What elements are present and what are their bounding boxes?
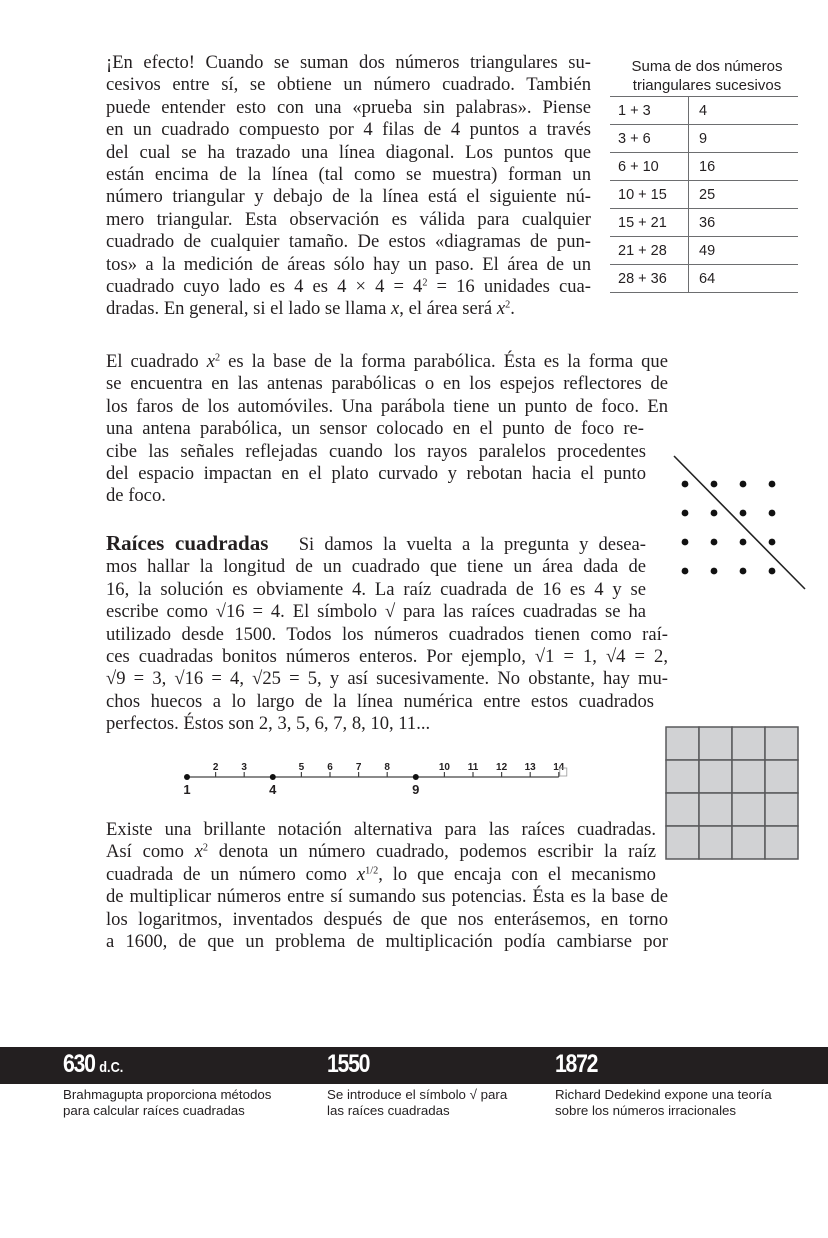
grid-cell — [699, 727, 732, 760]
grid-cell — [732, 793, 765, 826]
paragraph-notation — [106, 819, 668, 953]
dot — [682, 510, 689, 517]
description-line: Brahmagupta proporciona métodos — [63, 1087, 272, 1102]
text-line — [106, 841, 656, 863]
variable: x — [206, 351, 215, 372]
text-line: número triangular y debajo de la línea está el siguiente nú- — [106, 186, 591, 208]
result-cell: 9 — [689, 125, 799, 153]
timeline-year-1550 — [327, 1050, 369, 1079]
text-line — [106, 864, 656, 886]
text-line: de foco. — [106, 485, 166, 507]
grid-cell — [765, 826, 798, 859]
era-label: d.C. — [99, 1059, 124, 1076]
sum-cell: 28 + 36 — [610, 265, 689, 293]
tick-label: 3 — [241, 762, 247, 773]
square-point — [413, 774, 419, 780]
square-point — [184, 774, 190, 780]
sum-cell: 21 + 28 — [610, 237, 689, 265]
dot — [740, 539, 747, 546]
text-line: cesivos entre sí, se obtiene un número cuadrado. También — [106, 74, 591, 96]
dot — [682, 568, 689, 575]
text-line: del cual se ha trazado una línea diagonal. Los puntos que — [106, 141, 591, 163]
text-fragment: cuadrado cuyo lado es 4 es 4 × 4 = 4 — [106, 276, 423, 298]
tick-label: 10 — [438, 762, 450, 773]
text-fragment: = 16 unidades cua- — [427, 276, 592, 298]
timeline-year-630 — [63, 1050, 123, 1079]
table-row — [610, 97, 798, 125]
grid-cell — [732, 727, 765, 760]
text-fragment: dradas. En general, si el lado se llama — [106, 298, 391, 320]
variable: x — [194, 841, 203, 863]
timeline-band — [0, 1047, 828, 1084]
timeline-description — [555, 1087, 772, 1119]
variable: x — [496, 298, 506, 320]
grid-cell — [699, 760, 732, 793]
variable: x — [391, 298, 400, 320]
dot — [711, 481, 718, 488]
dot — [711, 568, 718, 575]
grid-cell — [765, 760, 798, 793]
text-line: escribe como √16 = 4. El símbolo √ para las raíces cuadradas se ha — [106, 601, 646, 623]
superscript: 2 — [422, 277, 428, 289]
result-cell: 49 — [689, 237, 799, 265]
timeline-year-1872 — [555, 1050, 597, 1079]
tick-label: 6 — [327, 762, 333, 773]
text-fragment: . — [510, 298, 515, 320]
text-line: cibe las señales reflejadas cuando los rayos paralelos procedentes — [106, 440, 646, 462]
year-label: 630 — [63, 1050, 95, 1078]
table-row — [610, 181, 798, 209]
text-line: ¡En efecto! Cuando se suman dos números triangulares su- — [106, 52, 591, 73]
text-line — [106, 532, 646, 556]
grid-cell — [765, 727, 798, 760]
grid-cell — [666, 760, 699, 793]
result-cell: 36 — [689, 209, 799, 237]
dot-diagram — [670, 452, 810, 597]
result-cell: 4 — [689, 97, 799, 125]
triangular-sum-table — [610, 57, 798, 293]
dot — [711, 539, 718, 546]
description-line: las raíces cuadradas — [327, 1103, 450, 1118]
paragraph-intro — [106, 52, 591, 321]
grid-cell — [699, 793, 732, 826]
superscript: 2 — [505, 299, 511, 311]
text-line: los logaritmos, inventados después de que nos enterásemos, en torno — [106, 908, 668, 930]
paragraph-parabola — [106, 351, 668, 508]
superscript: 2 — [202, 842, 209, 854]
tick-label: 12 — [496, 762, 508, 773]
table-title-line: triangulares sucesivos — [632, 77, 782, 94]
text-line: en un cuadrado compuesto por 4 filas de 4 puntos a través — [106, 119, 591, 141]
square-label: 9 — [412, 782, 420, 797]
paragraph-square-roots — [106, 531, 668, 736]
sum-cell: 15 + 21 — [610, 209, 689, 237]
variable: x — [356, 863, 366, 885]
grid-cell — [666, 727, 699, 760]
text-line — [106, 351, 668, 373]
text-line: cuadrado de cualquier tamaño. De estos «diagramas de pun- — [106, 231, 591, 253]
text-line: del espacio impactan en el plato curvado y rebotan hacia el punto — [106, 463, 646, 485]
text-line: a 1600, de que un problema de multiplicación podía cambiarse por — [106, 931, 668, 953]
table-row — [610, 209, 798, 237]
dot — [769, 568, 776, 575]
table-title-line: Suma de dos números — [631, 58, 783, 75]
text-line — [106, 276, 591, 298]
text-line: se encuentra en las antenas parabólicas o en los espejos reflectores de — [106, 373, 668, 395]
section-heading: Raíces cuadradas — [106, 531, 269, 555]
text-line — [106, 298, 591, 320]
table-row — [610, 125, 798, 153]
square-point — [270, 774, 276, 780]
year-label: 1872 — [555, 1050, 598, 1078]
number-line — [170, 752, 580, 802]
table-title — [616, 57, 798, 95]
sum-cell: 6 + 10 — [610, 153, 689, 181]
square-label: 4 — [269, 782, 277, 797]
text-line: puede entender esto con una «prueba sin palabras». Piense — [106, 96, 591, 118]
square-label: 1 — [183, 782, 191, 797]
dot — [769, 510, 776, 517]
dot — [740, 510, 747, 517]
text-fragment: cuadrada de un número como — [106, 863, 357, 885]
grid-cell — [666, 826, 699, 859]
text-fragment: , el área será — [399, 298, 497, 320]
text-line: mero triangular. Esta observación es válida para cualquier — [106, 208, 591, 230]
tick-label: 2 — [212, 762, 219, 773]
table-body — [610, 96, 798, 293]
text-fragment: El cuadrado — [106, 351, 207, 372]
table-row — [610, 237, 798, 265]
dot — [740, 481, 747, 488]
sum-cell: 1 + 3 — [610, 97, 689, 125]
result-cell: 25 — [689, 181, 799, 209]
text-line: una antena parabólica, un sensor colocado en el punto de foco re- — [106, 418, 644, 440]
superscript: 1/2 — [365, 865, 379, 877]
text-fragment: denota un número cuadrado, podemos escribir la raíz — [208, 841, 656, 863]
description-line: Richard Dedekind expone una teoría — [555, 1087, 772, 1102]
tick-label: 11 — [467, 762, 479, 773]
table-row — [610, 153, 798, 181]
grid-cell — [666, 793, 699, 826]
dot — [682, 539, 689, 546]
description-line: sobre los números irracionales — [555, 1103, 737, 1118]
table-row — [610, 265, 798, 293]
sum-cell: 10 + 15 — [610, 181, 689, 209]
text-line: tos» a la medición de áreas sólo hay un paso. El área de un — [106, 253, 591, 275]
text-fragment: , lo que encaja con el mecanismo — [378, 863, 656, 885]
tick-label: 14 — [553, 762, 565, 773]
grid-cell — [732, 826, 765, 859]
result-cell: 64 — [689, 265, 799, 293]
square-grid-diagram — [665, 726, 799, 860]
text-fragment: Así como — [106, 841, 195, 863]
text-line: chos huecos a lo largo de la línea numérica entre estos cuadrados — [106, 690, 654, 712]
grid-cell — [765, 793, 798, 826]
tick-label: 5 — [298, 762, 305, 773]
text-line: están encima de la línea (tal como se muestra) forman un — [106, 164, 591, 186]
text-line: los faros de los automóviles. Una parábola tiene un punto de foco. En — [106, 395, 668, 417]
text-line: ces cuadradas bonitos números enteros. Por ejemplo, √1 = 1, √4 = 2, — [106, 646, 668, 668]
dot — [682, 481, 689, 488]
text-fragment: es la base de la forma parabólica. Ésta es la forma que — [220, 351, 668, 372]
grid-cell — [732, 760, 765, 793]
text-line: de multiplicar números entre sí sumando sus potencias. Ésta es la base de — [106, 886, 668, 908]
description-line: Se introduce el símbolo √ para — [327, 1087, 508, 1102]
tick-label: 8 — [384, 762, 390, 773]
tick-label: 13 — [524, 762, 536, 773]
timeline-description — [327, 1087, 507, 1119]
text-line: √9 = 3, √16 = 4, √25 = 5, y así sucesivamente. No obstante, hay mu- — [106, 668, 668, 690]
tick-label: 7 — [355, 762, 362, 773]
dot — [769, 539, 776, 546]
grid-cell — [699, 826, 732, 859]
text-line: perfectos. Éstos son 2, 3, 5, 6, 7, 8, 10, 11... — [106, 713, 431, 735]
text-line: mos hallar la longitud de un cuadrado que tiene un área dada de — [106, 556, 646, 578]
year-label: 1550 — [327, 1050, 370, 1078]
timeline-description — [63, 1087, 271, 1119]
text-line: 16, la solución es obviamente 4. La raíz cuadrada de 16 es 4 y se — [106, 578, 646, 600]
description-line: para calcular raíces cuadradas — [63, 1103, 245, 1118]
superscript: 2 — [214, 352, 221, 364]
dot — [769, 481, 776, 488]
text-fragment: Si damos la vuelta a la pregunta y desea- — [298, 534, 646, 555]
result-cell: 16 — [689, 153, 799, 181]
diagonal-line — [674, 456, 805, 589]
text-line: Existe una brillante notación alternativa para las raíces cuadradas. — [106, 819, 656, 840]
text-line: utilizado desde 1500. Todos los números cuadrados tienen como raí- — [106, 623, 668, 645]
sum-cell: 3 + 6 — [610, 125, 689, 153]
dot — [740, 568, 747, 575]
dot — [711, 510, 718, 517]
